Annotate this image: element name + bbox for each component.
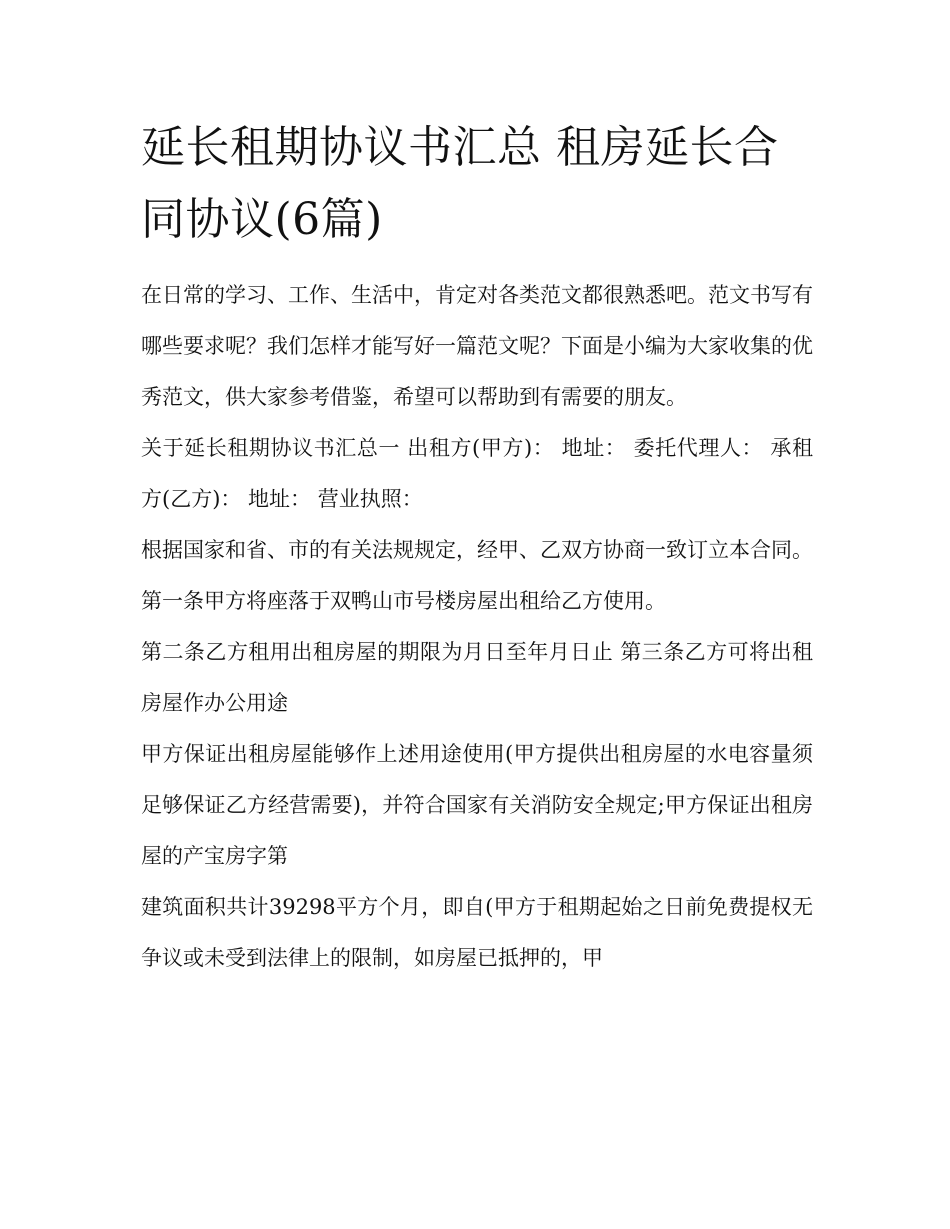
document-title: 延长租期协议书汇总 租房延长合同协议(6篇) bbox=[141, 122, 779, 245]
paragraph-intro: 在日常的学习、工作、生活中，肯定对各类范文都很熟悉吧。范文书写有哪些要求呢？我们怎样才能写好一篇范文呢？下面是小编为大家收集的优秀范文，供大家参考借鉴，希望可以帮助到有需要的朋友。 bbox=[141, 283, 813, 409]
title-spacer bbox=[141, 256, 813, 270]
paragraph-area: 建筑面积共计39298平方个月，即自(甲方于租期起始之日前免费提权无争议或未受到法律上的限制，如房屋已抵押的，甲 bbox=[141, 895, 813, 970]
paragraph-guarantee: 甲方保证出租房屋能够作上述用途使用(甲方提供出租房屋的水电容量须足够保证乙方经营需要)，并符合国家有关消防安全规定;甲方保证出租房屋的产宝房字第 bbox=[141, 742, 813, 868]
paragraph-article-2-3: 第二条乙方租用出租房屋的期限为月日至年月日止 第三条乙方可将出租房屋作办公用途 bbox=[141, 640, 813, 715]
paragraph-parties: 关于延长租期协议书汇总一 出租方(甲方)： 地址： 委托代理人： 承租方(乙方)： 地址： 营业执照： bbox=[141, 436, 813, 511]
paragraph-article-1: 根据国家和省、市的有关法规规定，经甲、乙双方协商一致订立本合同。 第一条甲方将座落于双鸭山市号楼房屋出租给乙方使用。 bbox=[141, 538, 813, 613]
document-page bbox=[141, 112, 813, 984]
